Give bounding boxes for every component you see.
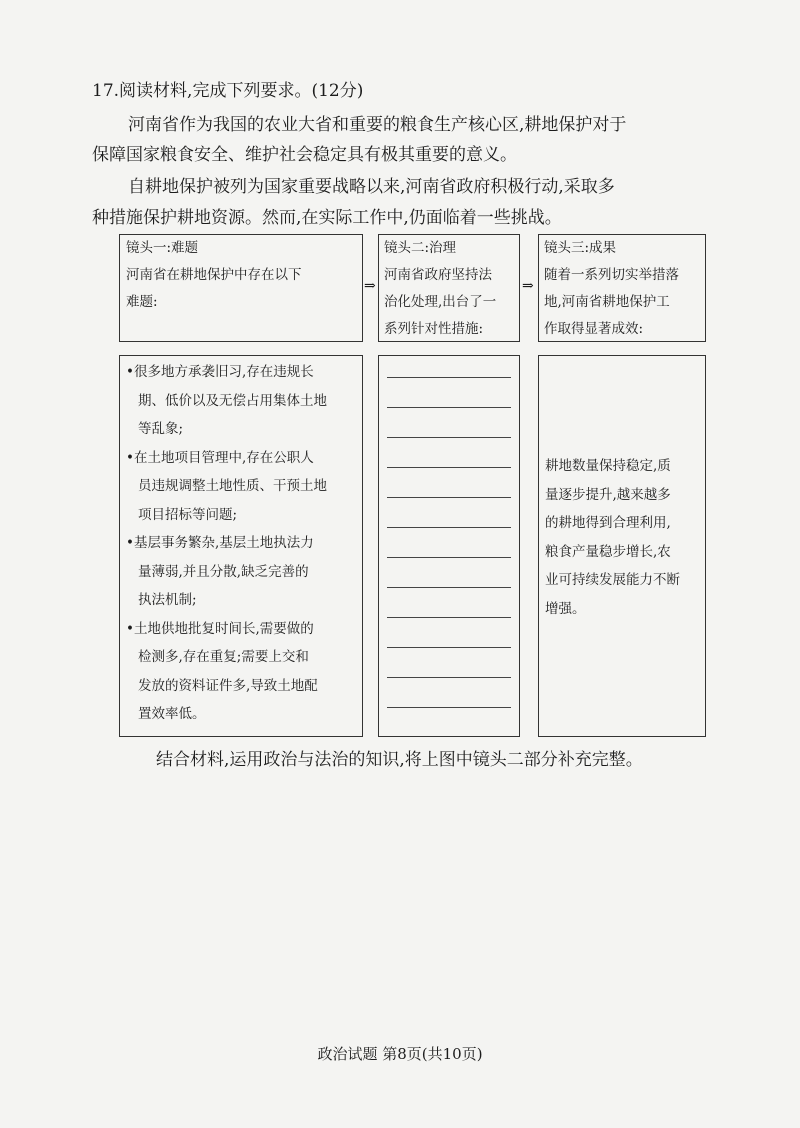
intro-line: 河南省作为我国的农业大省和重要的粮食生产核心区,耕地保护对于 xyxy=(128,115,627,135)
arrow-1: ⇒ xyxy=(364,278,376,294)
problem-line: 项目招标等问题; xyxy=(138,506,238,523)
problem-line: 员违规调整土地性质、干预土地 xyxy=(138,478,327,494)
shot2-title: 镜头二:治理 xyxy=(384,240,457,256)
shot2-answer-box[interactable] xyxy=(378,355,520,737)
problem-line: 置效率低。 xyxy=(138,706,206,722)
problem-line: •在土地项目管理中,存在公职人 xyxy=(126,449,314,466)
shot2-desc: 治化处理,出台了一 xyxy=(384,294,497,310)
problem-line: 执法机制; xyxy=(138,592,197,608)
shot1-title: 镜头一:难题 xyxy=(126,240,199,256)
answer-blank-line[interactable] xyxy=(387,707,511,708)
shot1-desc: 河南省在耕地保护中存在以下 xyxy=(126,267,302,283)
answer-blank-line[interactable] xyxy=(387,617,511,618)
result-line: 业可持续发展能力不断 xyxy=(545,572,680,588)
problem-line: 检测多,存在重复;需要上交和 xyxy=(138,649,309,665)
problem-line: 发放的资料证件多,导致土地配 xyxy=(138,677,318,694)
shot2-header-box xyxy=(378,234,520,342)
answer-blank-line[interactable] xyxy=(387,467,511,468)
shot1-problems-box xyxy=(119,355,363,737)
shot3-header-box xyxy=(538,234,706,342)
answer-blank-line[interactable] xyxy=(387,587,511,588)
problem-line: 量薄弱,并且分散,缺乏完善的 xyxy=(138,563,309,580)
answer-blank-line[interactable] xyxy=(387,377,511,378)
shot3-desc: 地,河南省耕地保护工 xyxy=(544,294,670,310)
problem-line: •很多地方承袭旧习,存在违规长 xyxy=(126,364,314,380)
result-line: 增强。 xyxy=(545,600,586,617)
intro-line: 种措施保护耕地资源。然而,在实际工作中,仍面临着一些挑战。 xyxy=(92,208,562,228)
answer-blank-line[interactable] xyxy=(387,497,511,498)
shot1-desc: 难题: xyxy=(126,294,158,310)
answer-blank-line[interactable] xyxy=(387,647,511,648)
intro-line: 保障国家粮食安全、维护社会稳定具有极其重要的意义。 xyxy=(92,145,517,165)
shot3-desc: 随着一系列切实举措落 xyxy=(544,267,679,283)
result-line: 耕地数量保持稳定,质 xyxy=(545,458,671,474)
task-instruction: 结合材料,运用政治与法治的知识,将上图中镜头二部分补充完整。 xyxy=(156,750,643,770)
problem-line: 等乱象; xyxy=(138,421,184,437)
shot3-results-box xyxy=(538,355,706,737)
problem-line: •基层事务繁杂,基层土地执法力 xyxy=(126,535,314,551)
problem-line: •土地供地批复时间长,需要做的 xyxy=(126,620,314,637)
question-heading: 17.阅读材料,完成下列要求。(12分) xyxy=(92,81,364,101)
shot3-title: 镜头三:成果 xyxy=(544,240,617,256)
answer-blank-line[interactable] xyxy=(387,557,511,558)
answer-blank-line[interactable] xyxy=(387,407,511,408)
page-footer: 政治试题 第8页(共10页) xyxy=(317,1045,483,1063)
shot1-header-box xyxy=(119,234,363,342)
shot2-desc: 河南省政府坚持法 xyxy=(384,267,492,283)
shot3-desc: 作取得显著成效: xyxy=(544,321,644,337)
result-line: 量逐步提升,越来越多 xyxy=(545,486,671,503)
intro-line: 自耕地保护被列为国家重要战略以来,河南省政府积极行动,采取多 xyxy=(128,177,615,197)
result-line: 的耕地得到合理利用, xyxy=(545,515,671,531)
answer-blank-line[interactable] xyxy=(387,527,511,528)
arrow-2: ⇒ xyxy=(522,278,534,294)
answer-blank-line[interactable] xyxy=(387,677,511,678)
answer-blank-line[interactable] xyxy=(387,437,511,438)
problem-line: 期、低价以及无偿占用集体土地 xyxy=(138,392,327,409)
result-line: 粮食产量稳步增长,农 xyxy=(545,543,671,560)
shot2-desc: 系列针对性措施: xyxy=(384,321,484,337)
